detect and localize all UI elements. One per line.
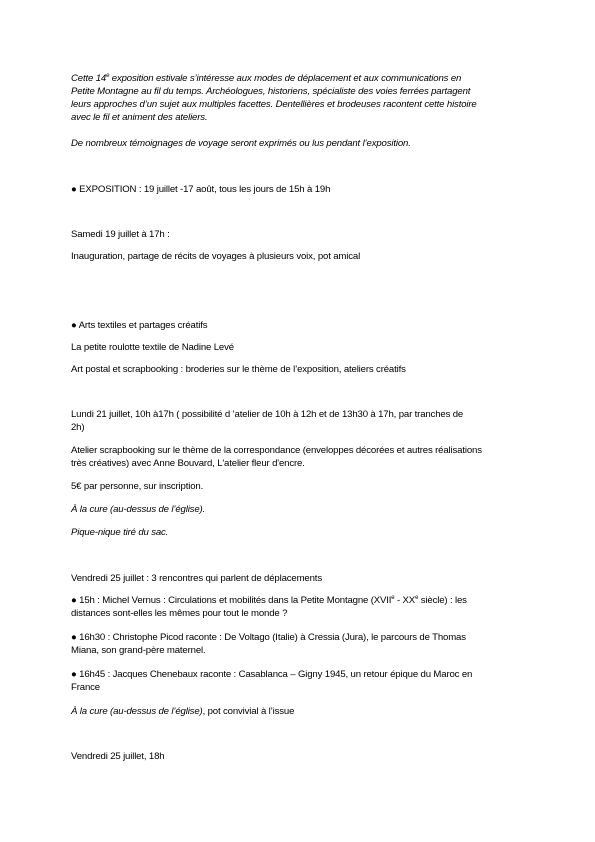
- arts-item-2: Art postal et scrapbooking : broderies sur le thème de l’exposition, ateliers créatifs: [71, 364, 406, 375]
- lundi-price: 5€ par personne, sur inscription.: [71, 481, 204, 492]
- arts-item-1: La petite roulotte textile de Nadine Levé: [71, 342, 234, 353]
- intro-line-4: avec le fil et animent des ateliers.: [71, 112, 208, 123]
- vendredi2-title: Vendredi 25 juillet, 18h: [71, 751, 165, 762]
- intro-line-2: Petite Montagne au fil du temps. Archéologues, historiens, spécialiste des voies ferrées partagent: [71, 86, 471, 97]
- exposition-dates: ● EXPOSITION : 19 juillet -17 août, tous les jours de 15h à 19h: [71, 184, 331, 195]
- vendredi-talk-3-line-2: France: [71, 682, 100, 693]
- vendredi-talk-2: ● 16h30 : Christophe Picod raconte : De Voltago (Italie) à Cressia (Jura), le parcours de Thomas: [71, 632, 466, 643]
- intro-line-5: De nombreux témoignages de voyage seront exprimés ou lus pendant l’exposition.: [71, 138, 411, 149]
- arts-title: ● Arts textiles et partages créatifs: [71, 320, 208, 331]
- lundi-line-1: Lundi 21 juillet, 10h à17h ( possibilité d ’atelier de 10h à 12h et de 13h30 à 17h, par tranches de: [71, 409, 464, 420]
- intro-line-3: leurs approches d’un sujet aux multiples facettes. Dentellières et brodeuses racontent cette histoire: [71, 99, 477, 110]
- lundi-picnic: Pique-nique tiré du sac.: [71, 527, 169, 538]
- vendredi-place: À la cure (au-dessus de l’église), pot convivial à l’issue: [71, 706, 295, 717]
- intro-line-1: Cette 14e exposition estivale s’intéresse aux modes de déplacement et aux communications en: [71, 72, 462, 84]
- lundi-line-2: 2h): [71, 422, 85, 433]
- lundi-place: À la cure (au-dessus de l’église).: [71, 504, 206, 515]
- vendredi-talk-1: ● 15h : Michel Vernus : Circulations et mobilités dans la Petite Montagne (XVIIe - XXe siècle) : les: [71, 594, 467, 606]
- samedi-text: Inauguration, partage de récits de voyages à plusieurs voix, pot amical: [71, 251, 361, 262]
- samedi-title: Samedi 19 juillet à 17h :: [71, 229, 170, 240]
- lundi-desc-1: Atelier scrapbooking sur le thème de la correspondance (enveloppes décorées et autres réalisations: [71, 445, 482, 456]
- vendredi-title: Vendredi 25 juillet : 3 rencontres qui parlent de déplacements: [71, 573, 322, 584]
- lundi-desc-2: très créatives) avec Anne Bouvard, L'atelier fleur d'encre.: [71, 458, 305, 469]
- vendredi-talk-1-line-2: distances sont-elles les mêmes pour tout le monde ?: [71, 608, 288, 619]
- vendredi-talk-2-line-2: Miana, son grand-père maternel.: [71, 645, 206, 656]
- vendredi-talk-3: ● 16h45 : Jacques Chenebaux raconte : Casablanca – Gigny 1945, un retour épique du Maroc en: [71, 669, 473, 680]
